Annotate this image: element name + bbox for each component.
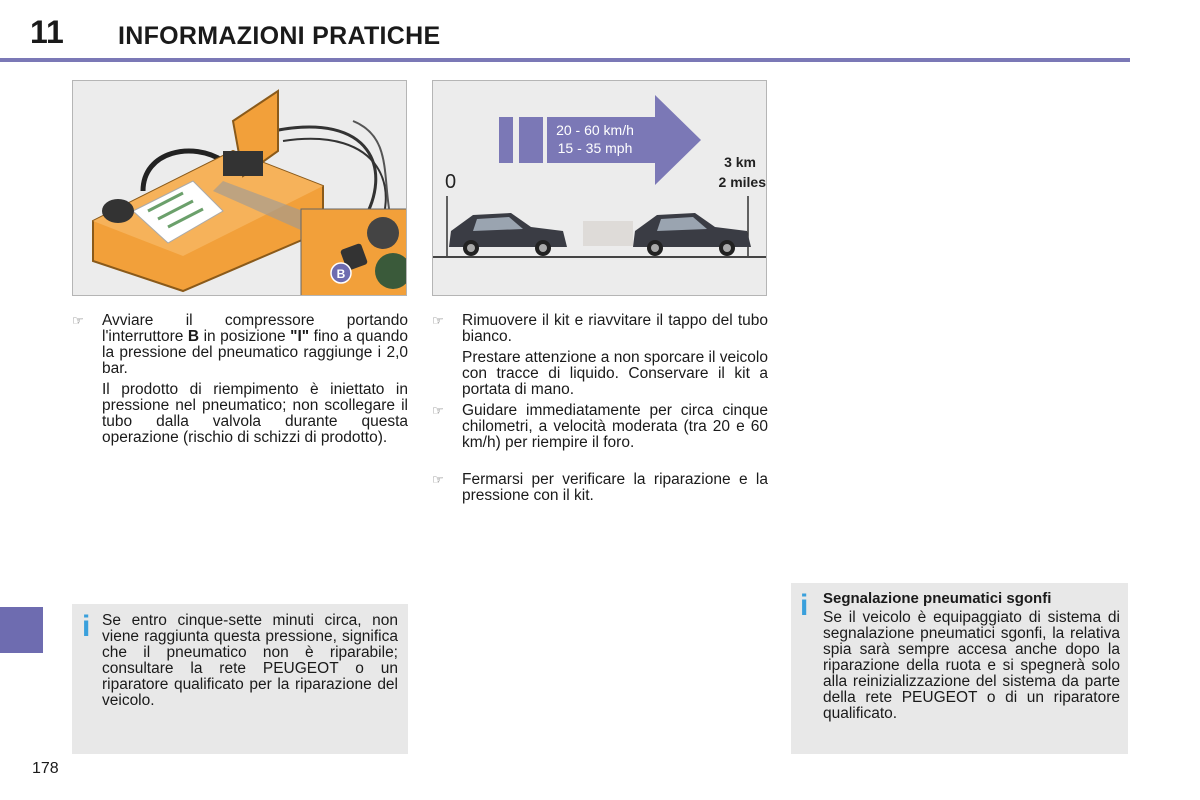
info-box-tyre-alert: [791, 583, 1128, 754]
info-title: Segnalazione pneumatici sgonfi: [823, 590, 1052, 607]
callout-b-label: B: [336, 267, 346, 281]
pointing-hand-icon: ☞: [72, 313, 84, 328]
pointing-hand-icon: ☞: [432, 313, 444, 328]
start-label: 0: [445, 171, 457, 193]
distance-km: 3 km: [724, 154, 756, 170]
compressor-kit-illustration: [72, 80, 407, 296]
pointing-hand-icon: ☞: [432, 403, 444, 418]
instruction-remove-kit: ☞ Rimuovere il kit e riavvitare il tappo del tubo bianco.: [432, 312, 768, 345]
info-text: Se il veicolo è equipaggiato di sistema di segnalazione pneumatici sgonfi, la relativa spia sarà sempre accesa anche dopo la riparazione della ruota e si spegnerà solo alla reinizializzazione del sistema da parte della rete PEUGEOT o di un riparatore qualificato.: [823, 609, 1120, 722]
instruction-check-repair: ☞ Fermarsi per verificare la riparazione e la pressione con il kit.: [432, 471, 768, 504]
info-icon: i: [82, 610, 91, 643]
speed-mph: 15 - 35 mph: [557, 140, 633, 156]
driving-distance-drawing: [433, 81, 767, 296]
pointing-hand-icon: ☞: [432, 472, 444, 487]
note-injection: Il prodotto di riempimento è iniettato in pressione nel pneumatico; non scollegare il tubo dalla valvola durante questa operazione (rischio di schizzi di prodotto).: [102, 381, 408, 446]
note-clean-vehicle: Prestare attenzione a non sporcare il veicolo con tracce di liquido. Conservare il kit a portata di mano.: [462, 349, 768, 398]
info-icon: i: [800, 589, 809, 622]
instruction-drive: ☞ Guidare immediatamente per circa cinque chilometri, a velocità moderata (tra 20 e 60 km/h) per riempire il foro.: [432, 402, 768, 451]
instruction-start-compressor: ☞ Avviare il compressore portando l'interruttore B in posizione "I" fino a quando la pressione del pneumatico raggiunge i 2,0 bar.: [72, 312, 408, 377]
header-rule: [0, 58, 1130, 62]
chapter-title: INFORMAZIONI PRATICHE: [118, 22, 441, 50]
compressor-kit-drawing: [73, 81, 407, 296]
speed-arrow-block: [519, 117, 543, 163]
info-box-pressure-warning: [72, 604, 408, 754]
driving-distance-illustration: [432, 80, 767, 296]
speed-kmh: 20 - 60 km/h: [556, 122, 634, 138]
info-text: Se entro cinque-sette minuti circa, non viene raggiunta questa pressione, significa che il pneumatico non è riparabile; consultare la rete PEUGEOT o un riparatore qualificato per la riparazione del veicolo.: [102, 612, 398, 709]
chapter-number: 11: [30, 14, 64, 50]
distance-miles: 2 miles: [718, 174, 766, 190]
speed-arrow-block: [499, 117, 513, 163]
chapter-tab: [0, 607, 43, 653]
page-number: 178: [32, 760, 59, 777]
